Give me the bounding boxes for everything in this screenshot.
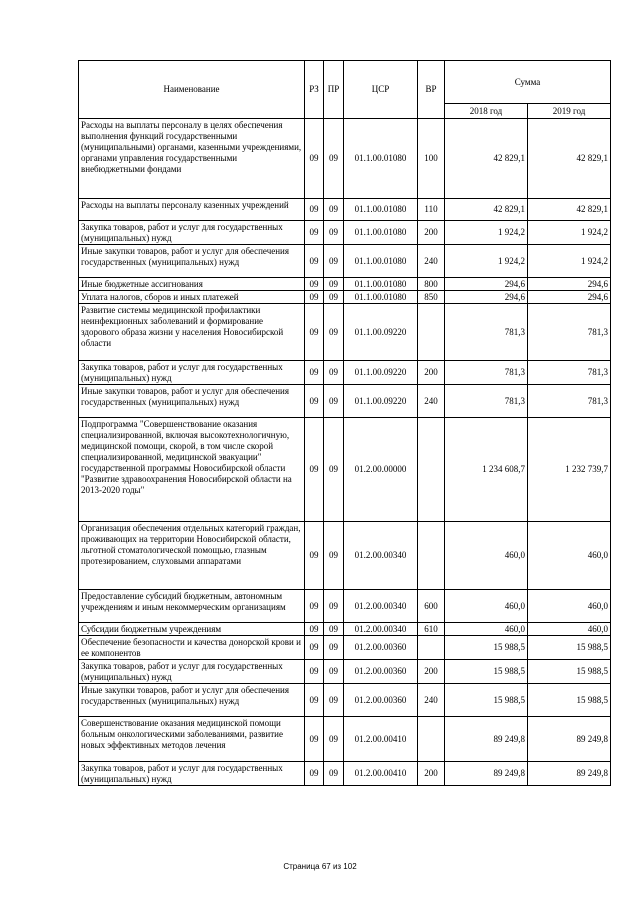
cell-csr: 01.1.00.01080 [344, 199, 418, 221]
cell-sum-2019: 42 829,1 [528, 119, 611, 199]
cell-vr [418, 636, 445, 660]
cell-rz: 09 [305, 278, 324, 291]
cell-name: Закупка товаров, работ и услуг для государственных (муниципальных) нужд [79, 361, 305, 385]
cell-sum-2019: 1 924,2 [528, 245, 611, 278]
cell-pr: 09 [324, 418, 344, 522]
cell-sum-2018: 460,0 [445, 522, 528, 590]
table-body [79, 119, 611, 786]
table-row [79, 717, 611, 762]
cell-sum-2019: 89 249,8 [528, 762, 611, 786]
cell-rz: 09 [305, 119, 324, 199]
cell-sum-2018: 781,3 [445, 304, 528, 361]
cell-rz: 09 [305, 636, 324, 660]
cell-vr: 200 [418, 361, 445, 385]
table-row [79, 221, 611, 245]
cell-name: Иные закупки товаров, работ и услуг для обеспечения государственных (муниципальных) нужд [79, 385, 305, 418]
cell-vr: 240 [418, 245, 445, 278]
cell-csr: 01.2.00.00360 [344, 636, 418, 660]
cell-pr: 09 [324, 717, 344, 762]
cell-pr: 09 [324, 221, 344, 245]
cell-csr: 01.1.00.09220 [344, 385, 418, 418]
cell-sum-2019: 460,0 [528, 623, 611, 636]
cell-vr [418, 717, 445, 762]
cell-rz: 09 [305, 717, 324, 762]
cell-csr: 01.2.00.00340 [344, 590, 418, 623]
header-rz: РЗ [305, 61, 324, 119]
cell-pr: 09 [324, 636, 344, 660]
cell-vr: 200 [418, 660, 445, 684]
cell-rz: 09 [305, 590, 324, 623]
table-row [79, 684, 611, 717]
cell-name: Субсидии бюджетным учреждениям [79, 623, 305, 636]
cell-csr: 01.1.00.01080 [344, 119, 418, 199]
cell-name: Совершенствование оказания медицинской помощи больным онкологическими заболеваниями, развитие новых эффективных методов лечения [79, 717, 305, 762]
cell-sum-2019: 15 988,5 [528, 636, 611, 660]
table-row [79, 278, 611, 291]
cell-sum-2018: 15 988,5 [445, 660, 528, 684]
cell-pr: 09 [324, 522, 344, 590]
cell-sum-2018: 1 924,2 [445, 221, 528, 245]
budget-table-page [78, 60, 610, 786]
cell-rz: 09 [305, 221, 324, 245]
cell-pr: 09 [324, 119, 344, 199]
cell-vr: 850 [418, 291, 445, 304]
cell-pr: 09 [324, 361, 344, 385]
cell-name: Расходы на выплаты персоналу казенных учреждений [79, 199, 305, 221]
table-row [79, 636, 611, 660]
cell-sum-2019: 1 232 739,7 [528, 418, 611, 522]
cell-csr: 01.2.00.00360 [344, 660, 418, 684]
cell-sum-2018: 15 988,5 [445, 636, 528, 660]
cell-csr: 01.2.00.00360 [344, 684, 418, 717]
cell-vr: 200 [418, 762, 445, 786]
cell-sum-2018: 781,3 [445, 361, 528, 385]
cell-pr: 09 [324, 590, 344, 623]
budget-table [78, 60, 611, 786]
cell-csr: 01.2.00.00340 [344, 522, 418, 590]
cell-rz: 09 [305, 660, 324, 684]
cell-csr: 01.1.00.01080 [344, 278, 418, 291]
cell-sum-2019: 294,6 [528, 278, 611, 291]
cell-pr: 09 [324, 304, 344, 361]
cell-rz: 09 [305, 199, 324, 221]
table-row [79, 119, 611, 199]
cell-rz: 09 [305, 245, 324, 278]
cell-vr [418, 522, 445, 590]
cell-pr: 09 [324, 278, 344, 291]
table-row [79, 522, 611, 590]
header-row [79, 61, 611, 104]
header-name: Наименование [79, 61, 305, 119]
cell-vr: 100 [418, 119, 445, 199]
cell-name: Расходы на выплаты персоналу в целях обеспечения выполнения функций государственными (муниципальными) органами, казенными учреждениями, органами управления государственными внебюджетными фондами [79, 119, 305, 199]
table-row [79, 291, 611, 304]
cell-sum-2019: 294,6 [528, 291, 611, 304]
table-row [79, 245, 611, 278]
cell-pr: 09 [324, 385, 344, 418]
cell-pr: 09 [324, 762, 344, 786]
table-row [79, 623, 611, 636]
cell-pr: 09 [324, 623, 344, 636]
cell-sum-2018: 89 249,8 [445, 762, 528, 786]
cell-rz: 09 [305, 522, 324, 590]
cell-csr: 01.1.00.09220 [344, 361, 418, 385]
header-year-2019: 2019 год [528, 104, 611, 119]
cell-name: Организация обеспечения отдельных категорий граждан, проживающих на территории Новосибирской области, льготной стоматологической помощью, глазным протезированием, слуховыми аппаратами [79, 522, 305, 590]
cell-sum-2018: 294,6 [445, 291, 528, 304]
cell-name: Развитие системы медицинской профилактики неинфекционных заболеваний и формирование здорового образа жизни у населения Новосибирской области [79, 304, 305, 361]
cell-name: Закупка товаров, работ и услуг для государственных (муниципальных) нужд [79, 660, 305, 684]
cell-rz: 09 [305, 385, 324, 418]
cell-sum-2018: 15 988,5 [445, 684, 528, 717]
cell-sum-2018: 42 829,1 [445, 119, 528, 199]
cell-csr: 01.1.00.09220 [344, 304, 418, 361]
cell-pr: 09 [324, 660, 344, 684]
cell-rz: 09 [305, 291, 324, 304]
cell-sum-2019: 15 988,5 [528, 684, 611, 717]
cell-csr: 01.2.00.00340 [344, 623, 418, 636]
cell-vr [418, 418, 445, 522]
table-row [79, 361, 611, 385]
cell-name: Уплата налогов, сборов и иных платежей [79, 291, 305, 304]
cell-name: Закупка товаров, работ и услуг для государственных (муниципальных) нужд [79, 221, 305, 245]
cell-csr: 01.1.00.01080 [344, 291, 418, 304]
header-year-2018: 2018 год [445, 104, 528, 119]
table-row [79, 660, 611, 684]
cell-sum-2019: 781,3 [528, 385, 611, 418]
table-row [79, 418, 611, 522]
table-row [79, 199, 611, 221]
header-sum: Сумма [445, 61, 611, 104]
table-row [79, 590, 611, 623]
cell-name: Обеспечение безопасности и качества донорской крови и ее компонентов [79, 636, 305, 660]
cell-vr: 800 [418, 278, 445, 291]
cell-vr: 610 [418, 623, 445, 636]
cell-sum-2018: 1 924,2 [445, 245, 528, 278]
cell-pr: 09 [324, 684, 344, 717]
cell-rz: 09 [305, 684, 324, 717]
header-pr: ПР [324, 61, 344, 119]
cell-name: Предоставление субсидий бюджетным, автономным учреждениям и иным некоммерческим организациям [79, 590, 305, 623]
cell-sum-2019: 42 829,1 [528, 199, 611, 221]
cell-sum-2019: 781,3 [528, 304, 611, 361]
cell-sum-2019: 89 249,8 [528, 717, 611, 762]
cell-sum-2019: 15 988,5 [528, 660, 611, 684]
cell-name: Иные закупки товаров, работ и услуг для обеспечения государственных (муниципальных) нужд [79, 684, 305, 717]
cell-name: Подпрограмма "Совершенствование оказания специализированной, включая высокотехнологичную, медицинской помощи, скорой, в том числе скорой специализированной, медицинской эвакуации" государственной программы Новосибирской области "Развитие здравоохранения Новосибирской области на 2013-2020 годы" [79, 418, 305, 522]
page-number: Страница 67 из 102 [283, 862, 357, 871]
cell-vr: 240 [418, 684, 445, 717]
cell-sum-2019: 460,0 [528, 590, 611, 623]
cell-rz: 09 [305, 418, 324, 522]
cell-vr: 200 [418, 221, 445, 245]
cell-rz: 09 [305, 361, 324, 385]
cell-csr: 01.2.00.00410 [344, 762, 418, 786]
cell-sum-2019: 1 924,2 [528, 221, 611, 245]
cell-csr: 01.2.00.00000 [344, 418, 418, 522]
cell-sum-2019: 781,3 [528, 361, 611, 385]
cell-pr: 09 [324, 245, 344, 278]
cell-vr [418, 304, 445, 361]
cell-sum-2018: 89 249,8 [445, 717, 528, 762]
cell-vr: 600 [418, 590, 445, 623]
cell-csr: 01.2.00.00410 [344, 717, 418, 762]
table-row [79, 762, 611, 786]
cell-sum-2018: 1 234 608,7 [445, 418, 528, 522]
cell-pr: 09 [324, 199, 344, 221]
cell-csr: 01.1.00.01080 [344, 245, 418, 278]
cell-rz: 09 [305, 762, 324, 786]
table-row [79, 304, 611, 361]
header-vr: ВР [418, 61, 445, 119]
cell-sum-2018: 42 829,1 [445, 199, 528, 221]
cell-sum-2018: 294,6 [445, 278, 528, 291]
cell-sum-2018: 460,0 [445, 590, 528, 623]
cell-vr: 110 [418, 199, 445, 221]
cell-rz: 09 [305, 623, 324, 636]
cell-sum-2019: 460,0 [528, 522, 611, 590]
cell-csr: 01.1.00.01080 [344, 221, 418, 245]
cell-rz: 09 [305, 304, 324, 361]
cell-pr: 09 [324, 291, 344, 304]
cell-sum-2018: 781,3 [445, 385, 528, 418]
cell-name: Закупка товаров, работ и услуг для государственных (муниципальных) нужд [79, 762, 305, 786]
cell-name: Иные закупки товаров, работ и услуг для обеспечения государственных (муниципальных) нужд [79, 245, 305, 278]
cell-sum-2018: 460,0 [445, 623, 528, 636]
table-row [79, 385, 611, 418]
cell-name: Иные бюджетные ассигнования [79, 278, 305, 291]
header-csr: ЦСР [344, 61, 418, 119]
cell-vr: 240 [418, 385, 445, 418]
